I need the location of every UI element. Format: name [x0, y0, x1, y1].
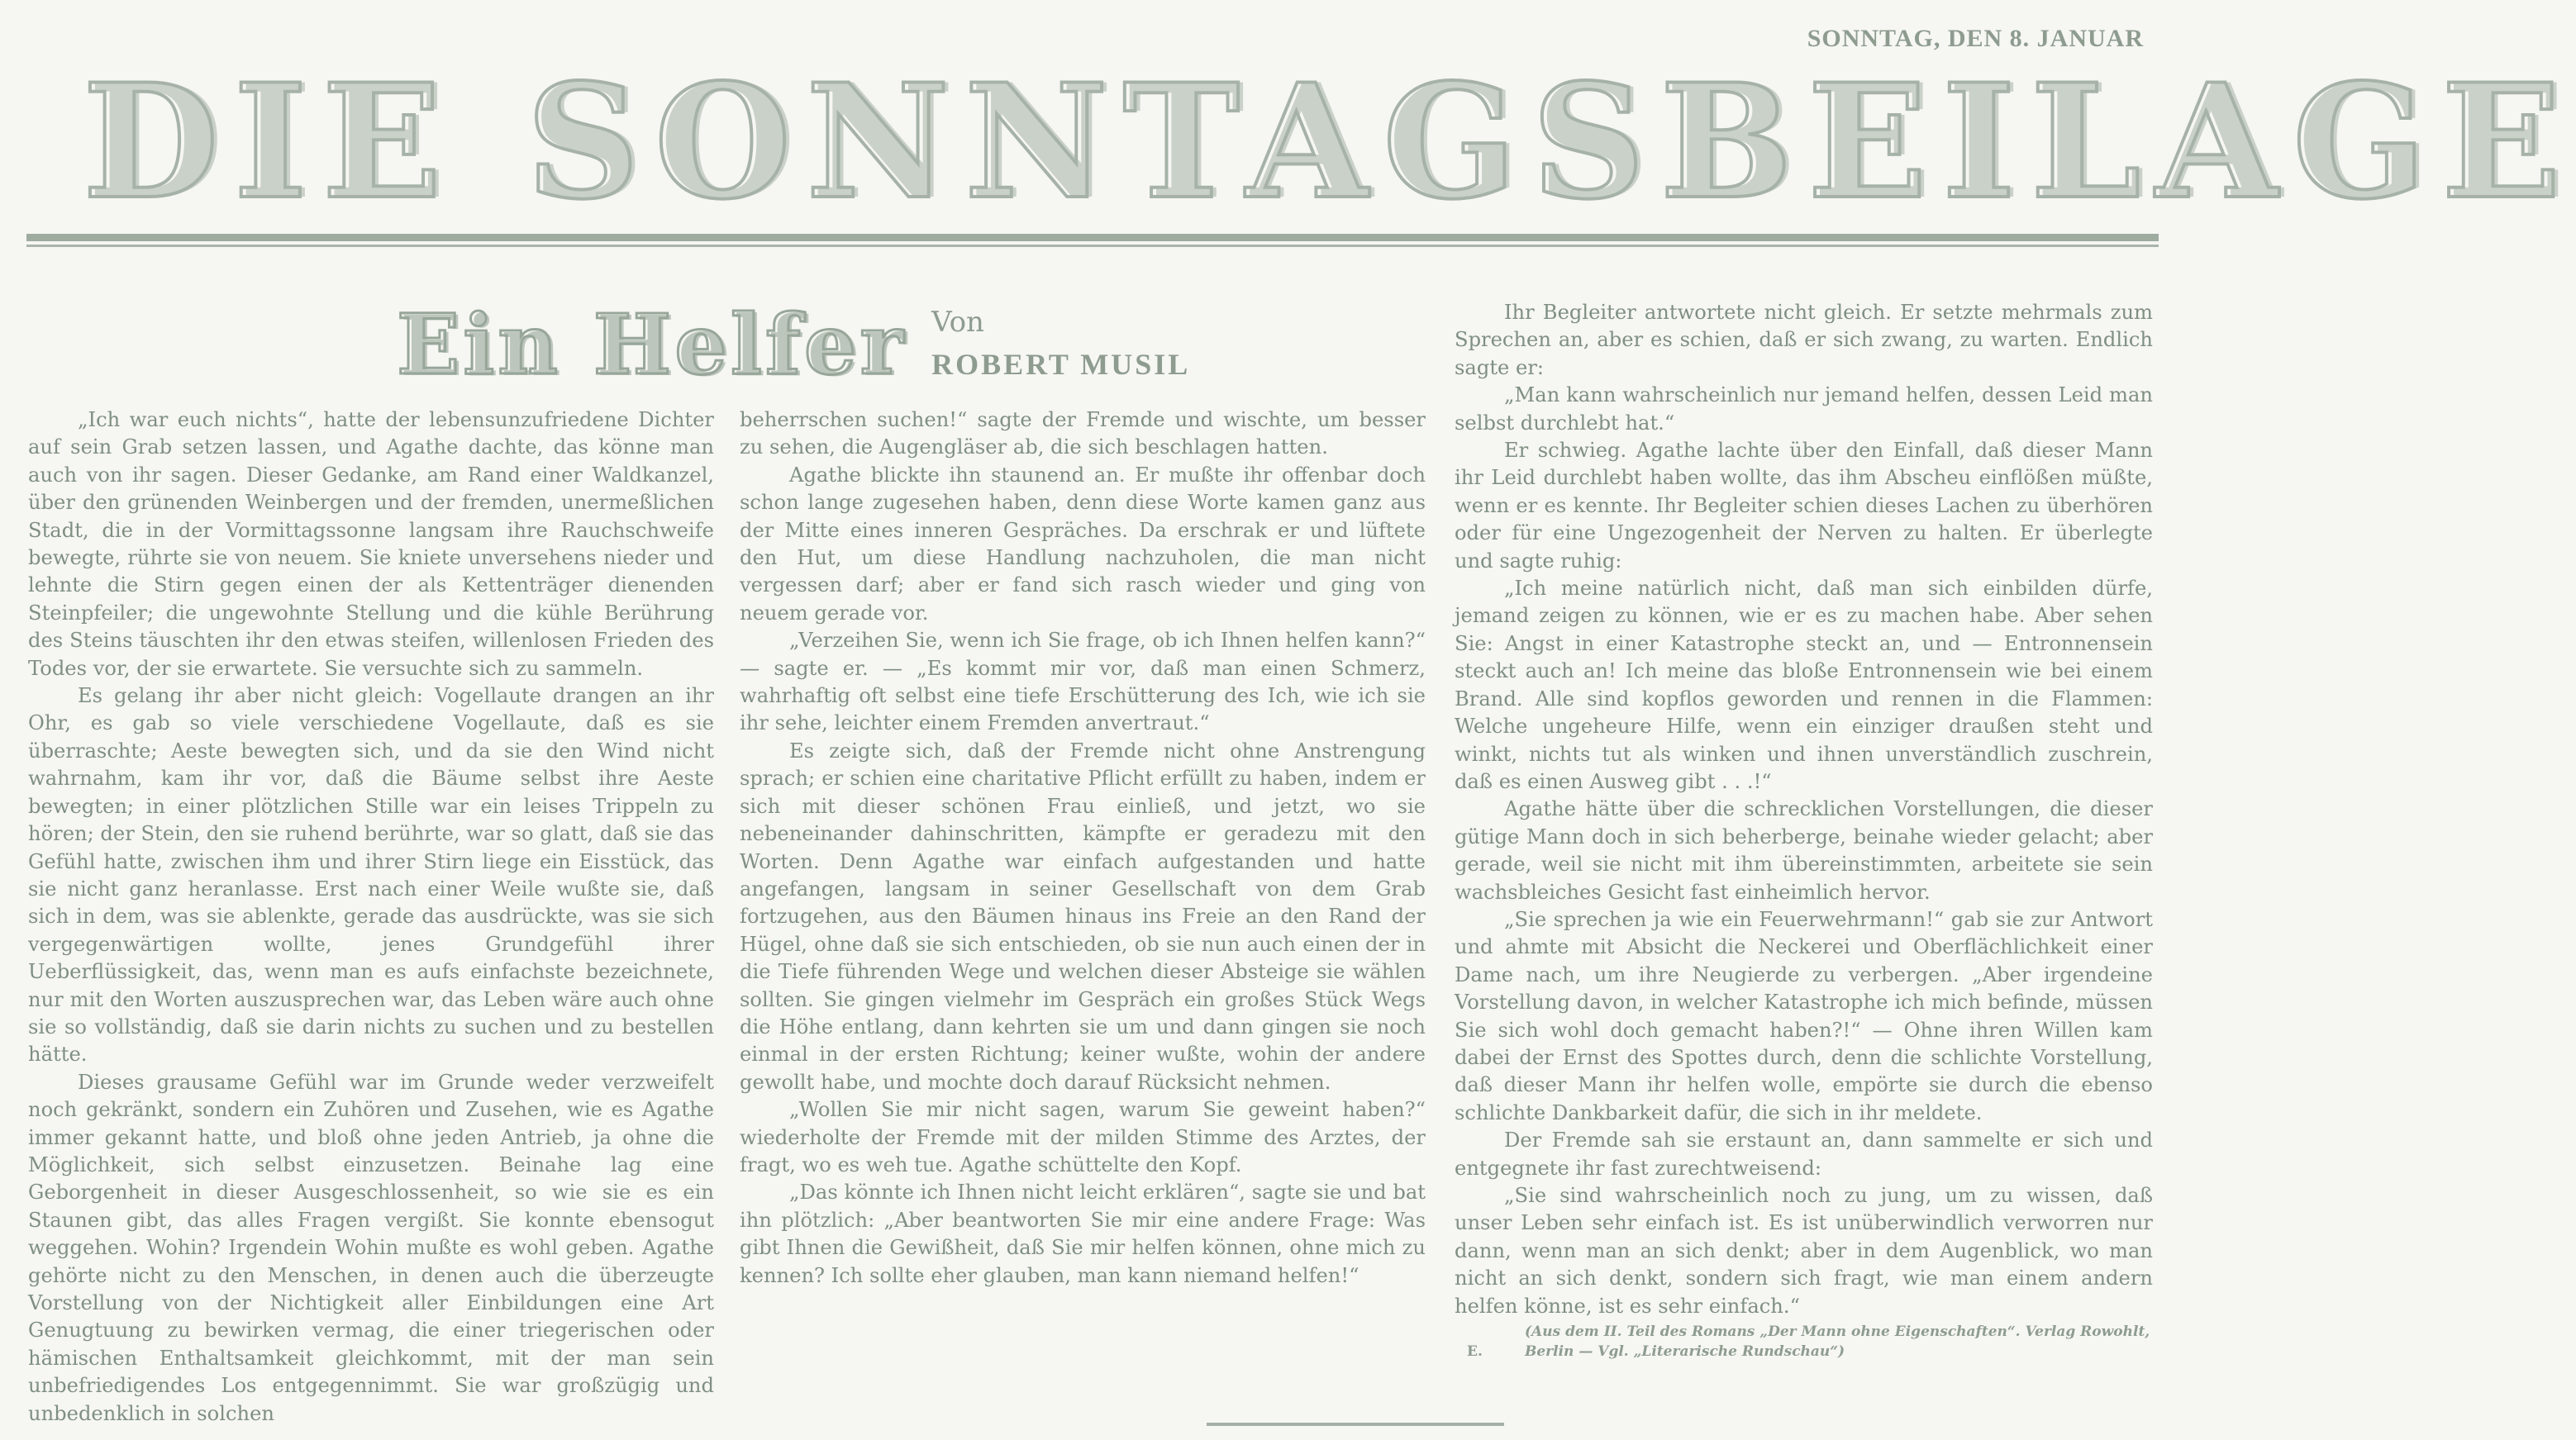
- byline: [931, 299, 1190, 382]
- article-column-1: [28, 406, 714, 1440]
- paragraph: „Sie sind wahrscheinlich noch zu jung, um zu wissen, daß unser Leben sehr einfach ist. Es ist unüberwindlich verworren nur dann, wenn man an sich denkt; aber in dem Augenblick, wo man nicht an sich denkt, sondern sich fragt, wie man einem andern helfen könne, ist es sehr einfach.“: [1455, 1184, 2153, 1318]
- source-text: (Aus dem II. Teil des Romans „Der Mann ohne Eigenschaften“. Verlag Rowohlt, Berlin — Vgl. „Literarische Rundschau“): [1525, 1324, 2150, 1360]
- paragraph: „Verzeihen Sie, wenn ich Sie frage, ob ich Ihnen helfen kann?“ — sagte er. — „Es kommt mir vor, daß man einen Schmerz, wahrhaftig oft selbst eine tiefe Erschütterung des Ich, wie ich sie ihr sehe, leichter einem Fremden anvertraut.“: [740, 629, 1426, 735]
- paragraph: Es gelang ihr aber nicht gleich: Vogellaute drangen an ihr Ohr, es gab so viele verschiedene Vogellaute, daß es sie überraschte; Aeste bewegten sich, und da sie den Wind nicht wahrnahm, kam ihr vor, daß die Bäume selbst ihre Aeste bewegten; in einer plötzlichen Stille war ein leises Trippeln zu hören; der Stein, den sie ruhend berührte, war so glatt, daß sie das Gefühl hatte, zwischen ihm und ihrer Stirn liege ein Eisstück, das sie nicht ganz heranlasse. Erst nach einer Weile wußte sie, daß sich in dem, was sie ablenkte, gerade das ausdrückte, was sie sich vergegenwärtigen wollte, jenes Grundgefühl ihrer Ueberflüssigkeit, das, wenn man es aufs einfachste bezeichnete, nur mit den Worten auszusprechen war, das Leben wäre auch ohne sie so vollständig, daß sie darin nichts zu suchen und zu bestellen hätte.: [28, 684, 714, 1067]
- article-title: Ein Helfer: [397, 296, 907, 393]
- byline-von: Von: [931, 306, 984, 339]
- paragraph: Es zeigte sich, daß der Fremde nicht ohne Anstrengung sprach; er schien eine charitative Pflicht erfüllt zu haben, indem er sich mit dieser schönen Frau einließ, und jetzt, wo sie nebeneinander dahinschritten, kämpfte er geradezu mit den Worten. Denn Agathe war einfach aufgestanden und hatte angefangen, langsam in seiner Gesellschaft von dem Grab fortzugehen, aus den Bäumen hinaus ins Freie an den Rand der Hügel, ohne daß sie sich entschieden, ob sie nun auch einen der in die Tiefe führenden Wege und welchen dieser Absteige sie wählen sollten. Sie gingen vielmehr im Gespräch ein großes Stück Wegs die Höhe entlang, dann kehrten sie um und dann gingen sie noch einmal in der ersten Richtung; keiner wußte, wohin der andere gewollt habe, und mochte doch darauf Rücksicht nehmen.: [740, 739, 1426, 1094]
- issue-date: SONNTAG, DEN 8. JANUAR: [1807, 25, 2144, 52]
- paragraph: Er schwieg. Agathe lachte über den Einfall, daß dieser Mann ihr Leid durchlebt haben wollte, das ihm Abscheu einflößen müßte, wenn er es kennte. Ihr Begleiter schien dieses Lachen zu überhören oder für eine Ungezogenheit der Nerven zu halten. Er überlegte und sagte ruhig:: [1455, 439, 2153, 573]
- paragraph: „Man kann wahrscheinlich nur jemand helfen, dessen Leid man selbst durchlebt hat.“: [1455, 383, 2153, 435]
- paragraph: Dieses grausame Gefühl war im Grunde weder verzweifelt noch gekränkt, sondern ein Zuhören und Zusehen, wie es Agathe immer gekannt hatte, und bloß ohne jeden Antrieb, ja ohne die Möglichkeit, sich selbst einzusetzen. Beinahe lag eine Geborgenheit in dieser Ausgeschlossenheit, so wie sie es ein Staunen gibt, das alles Fragen vergißt. Sie konnte ebensogut weggehen. Wohin? Irgendein Wohin mußte es wohl geben. Agathe gehörte nicht zu den Menschen, in denen auch die überzeugte Vorstellung von der Nichtigkeit aller Einbildungen eine Art Genugtuung zu bewirken vermag, die einer triegerischen oder hämischen Enthaltsamkeit gleichkommt, mit der man sein unbefriedigendes Los entgegennimmt. Sie war großzügig und unbedenklich in solchen: [28, 1070, 714, 1425]
- author-name: ROBERT MUSIL: [931, 348, 1191, 381]
- source-initial: E.: [1467, 1343, 1483, 1360]
- masthead: DIE SONNTAGSBEILAGE: [83, 50, 2576, 234]
- paragraph: Agathe hätte über die schrecklichen Vorstellungen, die dieser gütige Mann doch in sich beherberge, beinahe wieder gelacht; aber gerade, weil sie nicht mit ihm übereinstimmten, arbeitete sie sein wachsbleiches Gesicht fast einheimlich hervor.: [1455, 797, 2153, 904]
- article-column-3: [1455, 299, 2153, 1320]
- end-rule: [1207, 1423, 1504, 1426]
- paragraph: „Sie sprechen ja wie ein Feuerwehrmann!“ gab sie zur Antwort und ahmte mit Absicht die Neckerei und Oberflächlichkeit einer Dame nach, um ihre Neugierde zu verbergen. „Aber irgendeine Vorstellung davon, in welcher Katastrophe ich mich befinde, müssen Sie sich wohl doch gemacht haben?!“ — Ohne ihren Willen kam dabei der Ernst des Spottes durch, denn die schlichte Vorstellung, daß dieser Mann ihr helfen wolle, empörte sie durch die ebenso schlichte Dankbarkeit dafür, die sich in ihr meldete.: [1455, 907, 2153, 1124]
- masthead-rule-thin: [26, 245, 2159, 247]
- paragraph: „Ich meine natürlich nicht, daß man sich einbilden dürfe, jemand zeigen zu können, wie er es zu machen habe. Aber sehen Sie: Angst in einer Katastrophe steckt an, und — Entronnensein steckt auch an! Ich meine das bloße Entronnensein wie bei einem Brand. Alle sind kopflos geworden und rennen in die Flammen: Welche ungeheure Hilfe, wenn ein einziger draußen steht und winkt, nichts tut als winken und ihnen unverständlich zuschrein, daß es einen Ausweg gibt . . .!“: [1455, 577, 2153, 793]
- masthead-rule: [26, 234, 2159, 241]
- article-column-2: [740, 406, 1426, 1290]
- paragraph: „Ich war euch nichts“, hatte der lebensunzufriedene Dichter auf sein Grab setzen lassen, und Agathe dachte, das könne man auch von ihr sagen. Dieser Gedanke, am Rand einer Waldkanzel, über den grünenden Weinbergen und der fremden, unermeßlichen Stadt, die in der Vormittagssonne langsam ihre Rauchschweife bewegte, rührte sie von neuem. Sie kniete unversehens nieder und lehnte die Stirn gegen einen der als Kettenträger dienenden Steinpfeiler; die ungewohnte Stellung und die kühle Berührung des Steins täuschten ihr den etwas steifen, willenlosen Frieden des Todes vor, der sie erwartete. Sie versuchte sich zu sammeln.: [28, 408, 714, 680]
- paragraph: „Das könnte ich Ihnen nicht leicht erklären“, sagte sie und bat ihn plötzlich: „Aber beantworten Sie mir eine andere Frage: Was gibt Ihnen die Gewißheit, daß Sie mir helfen können, ohne mich zu kennen? Ich sollte eher glauben, man kann niemand helfen!“: [740, 1181, 1426, 1287]
- paragraph: Der Fremde sah sie erstaunt an, dann sammelte er sich und entgegnete ihr fast zurechtweisend:: [1455, 1129, 2153, 1180]
- paragraph: Agathe blickte ihn staunend an. Er mußte ihr offenbar doch schon lange zugesehen haben, denn diese Worte kamen ganz aus der Mitte eines inneren Gespräches. Da erschrak er und lüftete den Hut, um diese Handlung nachzuholen, die man nicht vergessen darf; aber er fand sich rasch wieder und ging von neuem gerade vor.: [740, 463, 1426, 625]
- paragraph: beherrschen suchen!“ sagte der Fremde und wischte, um besser zu sehen, die Augengläser ab, die sich beschlagen hatten.: [740, 408, 1426, 459]
- paragraph: Ihr Begleiter antwortete nicht gleich. Er setzte mehrmals zum Sprechen an, aber es schien, daß er sich zwang, zu warten. Endlich sagte er:: [1455, 301, 2153, 379]
- article-headline: [397, 296, 1191, 393]
- paragraph: „Wollen Sie mir nicht sagen, warum Sie geweint haben?“ wiederholte der Fremde mit der milden Stimme des Arztes, der fragt, wo es weh tue. Agathe schüttelte den Kopf.: [740, 1098, 1426, 1176]
- source-note: [1467, 1322, 2153, 1362]
